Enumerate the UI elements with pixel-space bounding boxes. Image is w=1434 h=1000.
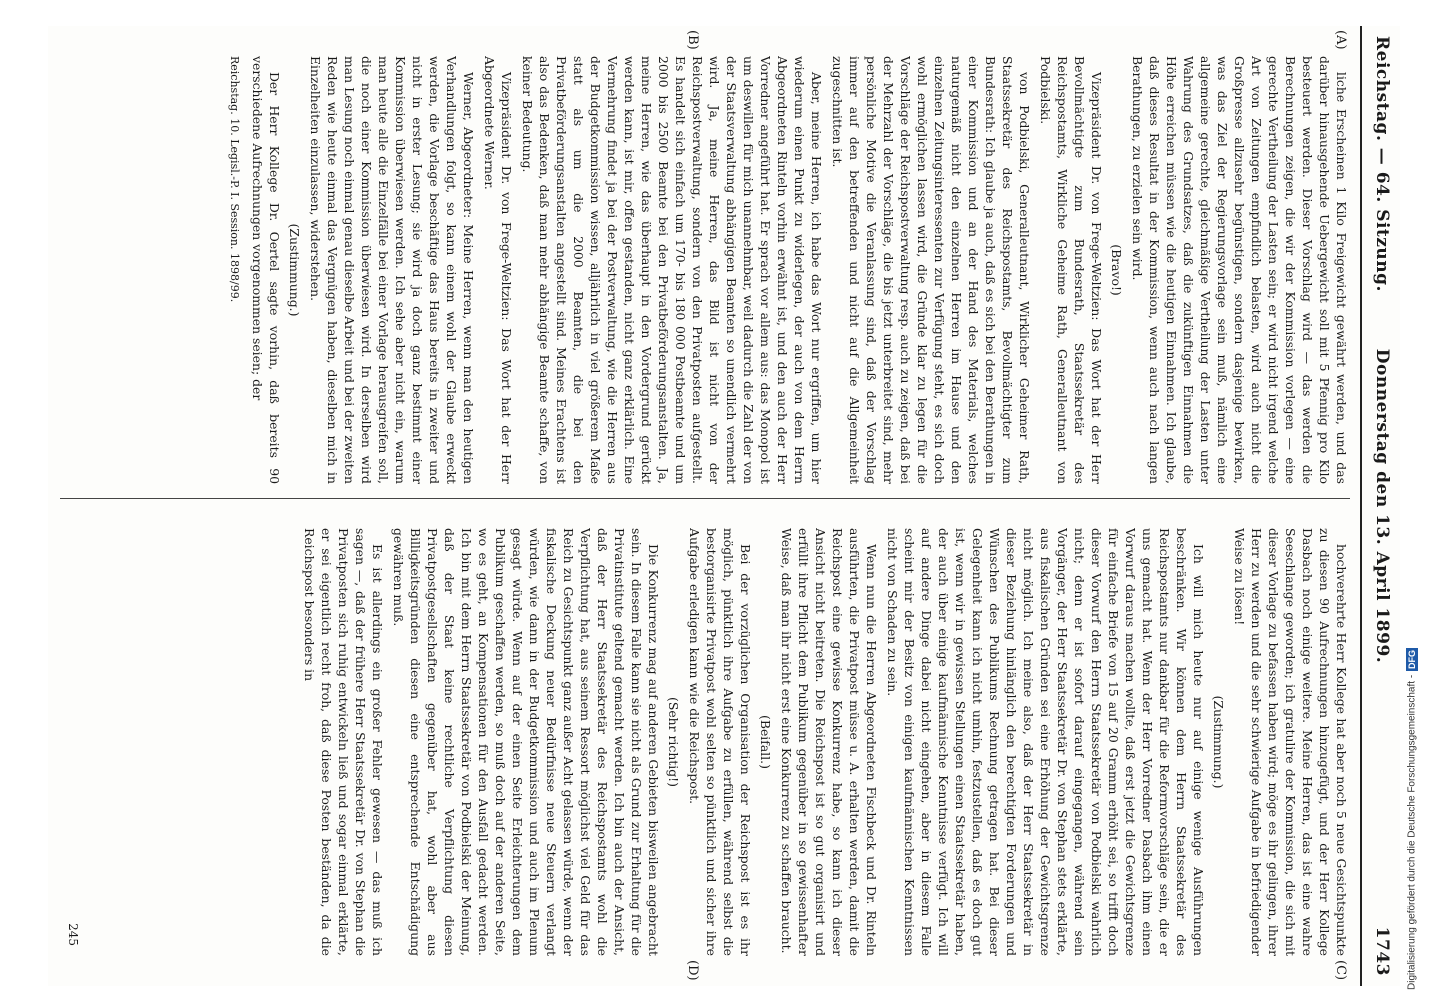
header-left: Reichstag. — 64. Sitzung.	[1372, 36, 1392, 292]
paragraph: Bei der vorzüglichen Organisation der Reichspost ist es ihr möglich, pünktlich ihre Aufgabe zu erfüllen, während selbst die bestorganisirte Privatpost wohl selten so pünktlich und sicher ihre Aufgabe erledigen kann wie die Reichspost.	[687, 528, 753, 956]
header-rule	[1360, 26, 1362, 986]
column-separator	[60, 498, 1350, 499]
paragraph: Vizepräsident Dr. von Frege-Weltzien: Das Wort hat der Herr Abgeordnete Werner.	[482, 56, 514, 484]
interjection: (Zustimmung.)	[287, 223, 302, 317]
paragraph: von Podbielski, Generalleutnant, Wirklicher Geheimer Rath, Staatssekretär des Reichspostamts, Bevollmächtigter zum Bundesrath: Ich glaube ja auch, daß es sich bei den Berathungen in einer Kommission und an der Hand des Materials, welches naturgemäß nicht den einzelnen Herren im Hause und den einzelnen Zeitungsinteressenten zur Verfügung steht, es sich doch wohl ermöglichen lassen wird, die Gründe klar zu legen für die Vorschläge der Reichspostverwaltung resp. auch zu zeigen, daß bei der Mehrzahl der Vorschläge, die bis jetzt unterbreitet sind, mehr persönliche Motive die Veranlassung sind, daß der Vorschlag immer auf den betreffenden und nicht auf die Allgemeinheit zugeschnitten ist.	[830, 56, 1032, 484]
funding-note	[1400, 10, 1424, 990]
margin-marker-a: (A)	[1333, 30, 1348, 50]
paragraph: liche Erscheinen 1 Kilo Freigewicht gewährt werden, und das darüber hinausgehende Uebergewicht soll mit 5 Pfennig pro Kilo besteuert werden. Dieser Vorschlag wird — das werden die Berechnungen zeigen, die wir der Kommission vorlegen — eine gerechte Vertheilung der Lasten sein; er wird nicht irgend welche Art von Zeitungen empfindlich belasten, wird auch nicht die Großpresse allzusehr begünstigen, sondern dasjenige bewirken, was das Ziel der Regierungsvorlage sein muß, nämlich eine allgemeine gerechte, gleichmäßige Vertheilung der Lasten unter Wahrung des Grundsatzes, daß die zukünftigen Einnahmen die Höhe erreichen müssen wie die heutigen Einnahmen. Ich glaube, daß dieses Resultat in der Kommission, wenn auch nach langen Berathungen, zu erzielen sein wird.	[1130, 56, 1349, 484]
paragraph: hochverehrte Herr Kollege hat aber noch 5 neue Gesichtspunkte zu diesen 90 Aufrechnungen hinzugefügt, und der Herr Kollege Dasbach noch einige weitere. Meine Herren, das ist eine wahre Seeschlange geworden; ich gratulire der Kommission, die sich mit dieser Vorlage zu befassen haben wird; möge es ihr gelingen, ihrer Herr zu werden und die sehr schwierige Aufgabe in befriedigender Weise zu lösen!	[1232, 528, 1349, 956]
header-page-number: 1743	[1372, 926, 1392, 976]
header-center: Donnerstag den 13. April 1899.	[1372, 348, 1392, 664]
paragraph: Der Herr Kollege Dr. Oertel sagte vorhin, daß bereits 90 verschiedene Aufrechnungen vorgenommen seien; der	[250, 56, 282, 484]
paragraph: Es ist allerdings ein großer Fehler gewesen — das muß ich sagen —, daß der frühere Herr Staatssekretär Dr. von Stephan die Privatposten sich ruhig entwickeln ließ und sogar einmal erklärte, er sei eigentlich recht froh, daß diese Posten beständen, da die Reichspost besonders in	[302, 528, 385, 956]
paragraph: Werner, Abgeordneter: Meine Herren, wenn man den heutigen Verhandlungen folgt, so kann einem wohl der Glaube erweckt werden, die Vorlage beschäftige das Haus bereits in zweiter und nicht in erster Lesung; sie wird ja doch ganz bestimmt einer Kommission überwiesen werden. Ich sehe aber nicht ein, warum man heute alle die Einzelfälle bei einer Vorlage herausgreifen soll, die noch einer Kommission überwiesen wird. In derselben wird man Lesung noch einmal genau dieselbe Arbeit und bei der zweiten Reden wie heute einmal das Vergnügen haben, dieselben mich in Einzelheiten einzulassen, widerstehen.	[308, 56, 476, 484]
interjection: (Beifall.)	[758, 715, 773, 769]
rotated-page	[48, 26, 1400, 986]
funding-note-text: Digitalisierung gefördert durch die Deutsche Forschungsgemeinschaft -	[1406, 674, 1418, 990]
margin-marker-b: (B)	[685, 30, 700, 50]
paragraph: Vizepräsident Dr. von Frege-Weltzien: Das Wort hat der Herr Bevollmächtigte zum Bundesrath, Staatssekretär des Reichspostamts, Wirkliche Geheime Rath, Generalleutnant von Podbielski.	[1038, 56, 1104, 484]
margin-marker-d: (D)	[685, 960, 700, 981]
session-footer: Reichstag. 10. Legisl.-P. I. Session. 1898/99.	[228, 56, 241, 303]
dfg-logo: DFG	[1407, 649, 1417, 669]
paragraph: Die Konkurrenz mag auf anderen Gebieten bisweilen angebracht sein. In diesem Falle kann sie nicht als Grund zur Erhaltung für die Privatinstitute geltend gemacht werden. Ich bin auch der Ansicht, daß der Herr Staatssekretär des Reichspostamts wohl die Verpflichtung hat, aus seinem Ressort möglichst viel Geld für das Reich zu Gesichtspunkt ganz außer Acht gelassen würde, wenn der fiskalische Deckung neuer Bedürfnisse neue Steuern verlangt würden, wie dann in der Budgetkommission und auch im Plenum gesagt würde. Wenn auf der einen Seite Erleichterungen dem Publikum geschaffen werden, so muß doch auf der anderen Seite, wo es geht, an Kompensationen für den Ausfall gedacht werden. Ich bin mit dem Herrn Staatssekretär von Podbielski der Meinung, daß der Staat keine rechtliche Verpflichtung diesen Privatpostgesellschaften gegenüber hat, wohl aber aus Billigkeitsgründen diesen eine entsprechende Entschädigung gewähren muß.	[391, 528, 661, 956]
left-column	[60, 56, 1350, 484]
paragraph: Wenn nun die Herren Abgeordneten Fischbeck und Dr. Rinteln ausführten, die Privatpost müsse u. A. erhalten werden, damit die Reichspost eine gewisse Konkurrenz habe, so kann ich dieser Ansicht nicht beitreten. Die Reichspost ist so gut organisirt und erfüllt ihre Pflicht dem Publikum gegenüber in so gewissenhafter Weise, daß man ihr nicht erst eine Konkurrenz zu schaffen braucht.	[779, 528, 879, 956]
interjection: (Zustimmung.)	[1211, 695, 1226, 789]
margin-marker-c: (C)	[1333, 960, 1348, 981]
right-column	[60, 528, 1350, 956]
interjection: (Sehr richtig!)	[666, 697, 681, 787]
paragraph: Aber, meine Herren, ich habe das Wort nur ergriffen, um hier wiederum einen Punkt zu widerlegen, der auch von dem Herrn Abgeordneten Rinteln vorhin erwähnt ist, und den auch der Herr Vorredner angeführt hat. Er sprach vor allem aus: das Monopol ist um deswillen für mich unannehmbar, weil dadurch die Zahl der von der Staatsverwaltung abhängigen Beamten so unendlich vermehrt wird. Ja, meine Herren, das Bild ist nicht von der Reichspostverwaltung, sondern von den Privatposten aufgestellt. Es handelt sich einfach um 170- bis 180 000 Postbeamte und um 2000 bis 2500 Beamte bei den Privatbeförderungsanstalten. Ja, meine Herren, wie das überhaupt in den Vordergrund gerückt werden kann, ist mir, offen gestanden, nicht ganz erklärlich. Eine Vermehrung findet ja bei der Postverwaltung, wie die Herren aus der Budgetkommission wissen, alljährlich in viel größerem Maße statt als um die 2000 Beamten, die bei den Privatbeförderungsanstalten angestellt sind. Meines Erachtens ist also das Bedenken, daß man mehr abhängige Beamte schaffe, von keiner Bedeutung.	[520, 56, 824, 484]
paragraph: Ich will mich heute nur auf einige wenige Ausführungen beschränken. Wir können dem Herrn Staatssekretär des Reichspostamts nur dankbar für die Reformvorschläge sein, die er uns gemacht hat. Wenn der Herr Vorredner Dasbach ihm einen Vorwurf daraus machen wollte, daß erst jetzt die Gewichtsgrenze für einfache Briefe von 15 auf 20 Gramm erhöht sei, so trifft doch dieser Vorwurf den Herrn Staatssekretär von Podbielski wahrlich nicht; denn er ist sofort darauf eingegangen, während sein Vorgänger, der Herr Staatssekretär Dr. von Stephan stets erklärte, aus fiskalischen Gründen sei eine Erhöhung der Gewichtsgrenze nicht möglich. Ich meine also, daß der Herr Staatssekretär in dieser Beziehung hinlänglich den berechtigten Forderungen und Wünschen des Publikums Rechnung getragen hat. Bei dieser Gelegenheit kann ich nicht umhin, festzustellen, daß es doch gut ist, wenn wir in gewissen Stellungen einen Staatssekretär haben, der auch über einige kaufmännische Kenntnisse verfügt. Ich will auf andere Dinge dabei nicht eingehen, aber in diesem Falle scheint mir der Besitz von einigen kaufmännischen Kenntnissen nicht von Schaden zu sein.	[885, 528, 1206, 956]
signature-number: 245	[66, 923, 80, 946]
interjection: (Bravo!)	[1109, 244, 1124, 296]
page-header	[1360, 26, 1400, 986]
